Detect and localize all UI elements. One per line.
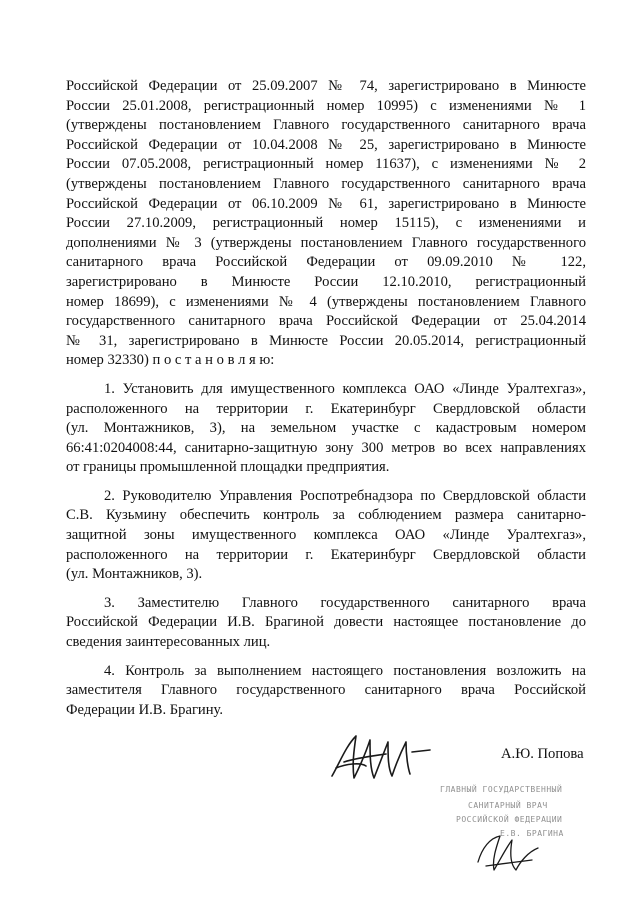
text-line: (ул. Монтажников, 3), на земельном участке с кадастровым номером <box>66 420 586 437</box>
item-1-paragraph <box>66 380 586 478</box>
text-line: № 31, зарегистрировано в Минюсте России 20.05.2014, регистрационный <box>66 332 586 349</box>
text-line: 1. Установить для имущественного комплекса ОАО «Линде Уралтехгаз», <box>104 380 586 397</box>
text-line: России 27.10.2009, регистрационный номер 15115), с изменениями и <box>66 215 586 232</box>
text-line: России 07.05.2008, регистрационный номер 11637), с изменениями № 2 <box>66 156 586 173</box>
text-line: сведения заинтересованных лиц. <box>66 634 271 651</box>
item-3-paragraph <box>66 594 586 653</box>
signature-block <box>0 720 640 905</box>
text-line: зарегистрировано в Минюсте России 12.10.2010, регистрационный <box>66 273 586 290</box>
text-line: Российской Федерации от 25.09.2007 № 74, зарегистрировано в Минюсте <box>66 78 586 94</box>
text-line: С.В. Кузьмину обеспечить контроль за соблюдением размера санитарно- <box>66 507 586 524</box>
text-line: 2. Руководителю Управления Роспотребнадзора по Свердловской области <box>104 487 586 504</box>
text-line: 66:41:0204008:44, санитарно-защитную зону 300 метров во всех направлениях <box>66 439 586 456</box>
text-line: Российской Федерации от 10.04.2008 № 25, зарегистрировано в Минюсте <box>66 136 586 153</box>
text-line: Федерации И.В. Брагину. <box>66 701 224 718</box>
text-line: Российской Федерации от 06.10.2009 № 61, зарегистрировано в Минюсте <box>66 195 586 212</box>
text-line: 3. Заместителю Главного государственного санитарного врача <box>104 594 586 611</box>
text-line: номер 32330) п о с т а н о в л я ю: <box>66 352 275 369</box>
text-line: (утверждены постановлением Главного государственного санитарного врача <box>66 175 586 192</box>
text-line: России 25.01.2008, регистрационный номер 10995) с изменениями № 1 <box>66 97 586 114</box>
text-line: расположенного на территории г. Екатеринбург Свердловской области <box>66 546 586 563</box>
intro-paragraph <box>66 77 586 371</box>
text-line: защитной зоны имущественного комплекса ОАО «Линде Уралтехгаз», <box>66 527 586 544</box>
text-line: от границы промышленной площадки предприятия. <box>66 459 390 476</box>
signer-name: А.Ю. Попова <box>501 746 584 762</box>
item-4-paragraph <box>66 662 586 721</box>
text-line: заместителя Главного государственного санитарного врача Российской <box>66 682 586 699</box>
text-line: Российской Федерации И.В. Брагиной довести настоящее постановление до <box>66 614 586 631</box>
svg-text:РОССИЙСКОЙ ФЕДЕРАЦИИ: РОССИЙСКОЙ ФЕДЕРАЦИИ <box>456 815 563 824</box>
document-body <box>66 77 586 729</box>
text-line: расположенного на территории г. Екатеринбург Свердловской области <box>66 400 586 417</box>
svg-text:САНИТАРНЫЙ ВРАЧ: САНИТАРНЫЙ ВРАЧ <box>468 801 548 810</box>
text-line: 4. Контроль за выполнением настоящего постановления возложить на <box>104 662 586 679</box>
text-line: (утверждены постановлением Главного государственного санитарного врача <box>66 117 586 134</box>
text-line: номер 18699), с изменениями № 4 (утверждены постановлением Главного <box>66 293 586 310</box>
text-line: дополнениями № 3 (утверждены постановлением Главного государственного <box>66 234 586 251</box>
svg-text:ГЛАВНЫЙ ГОСУДАРСТВЕННЫЙ: ГЛАВНЫЙ ГОСУДАРСТВЕННЫЙ <box>440 785 563 794</box>
item-2-paragraph <box>66 487 586 585</box>
svg-text:Е.В. БРАГИНА: Е.В. БРАГИНА <box>500 829 564 838</box>
text-line: государственного санитарного врача Российской Федерации от 25.04.2014 <box>66 313 586 330</box>
official-stamp <box>420 778 590 883</box>
text-line: санитарного врача Российской Федерации от 09.09.2010 № 122, <box>66 254 586 271</box>
text-line: (ул. Монтажников, 3). <box>66 566 203 583</box>
